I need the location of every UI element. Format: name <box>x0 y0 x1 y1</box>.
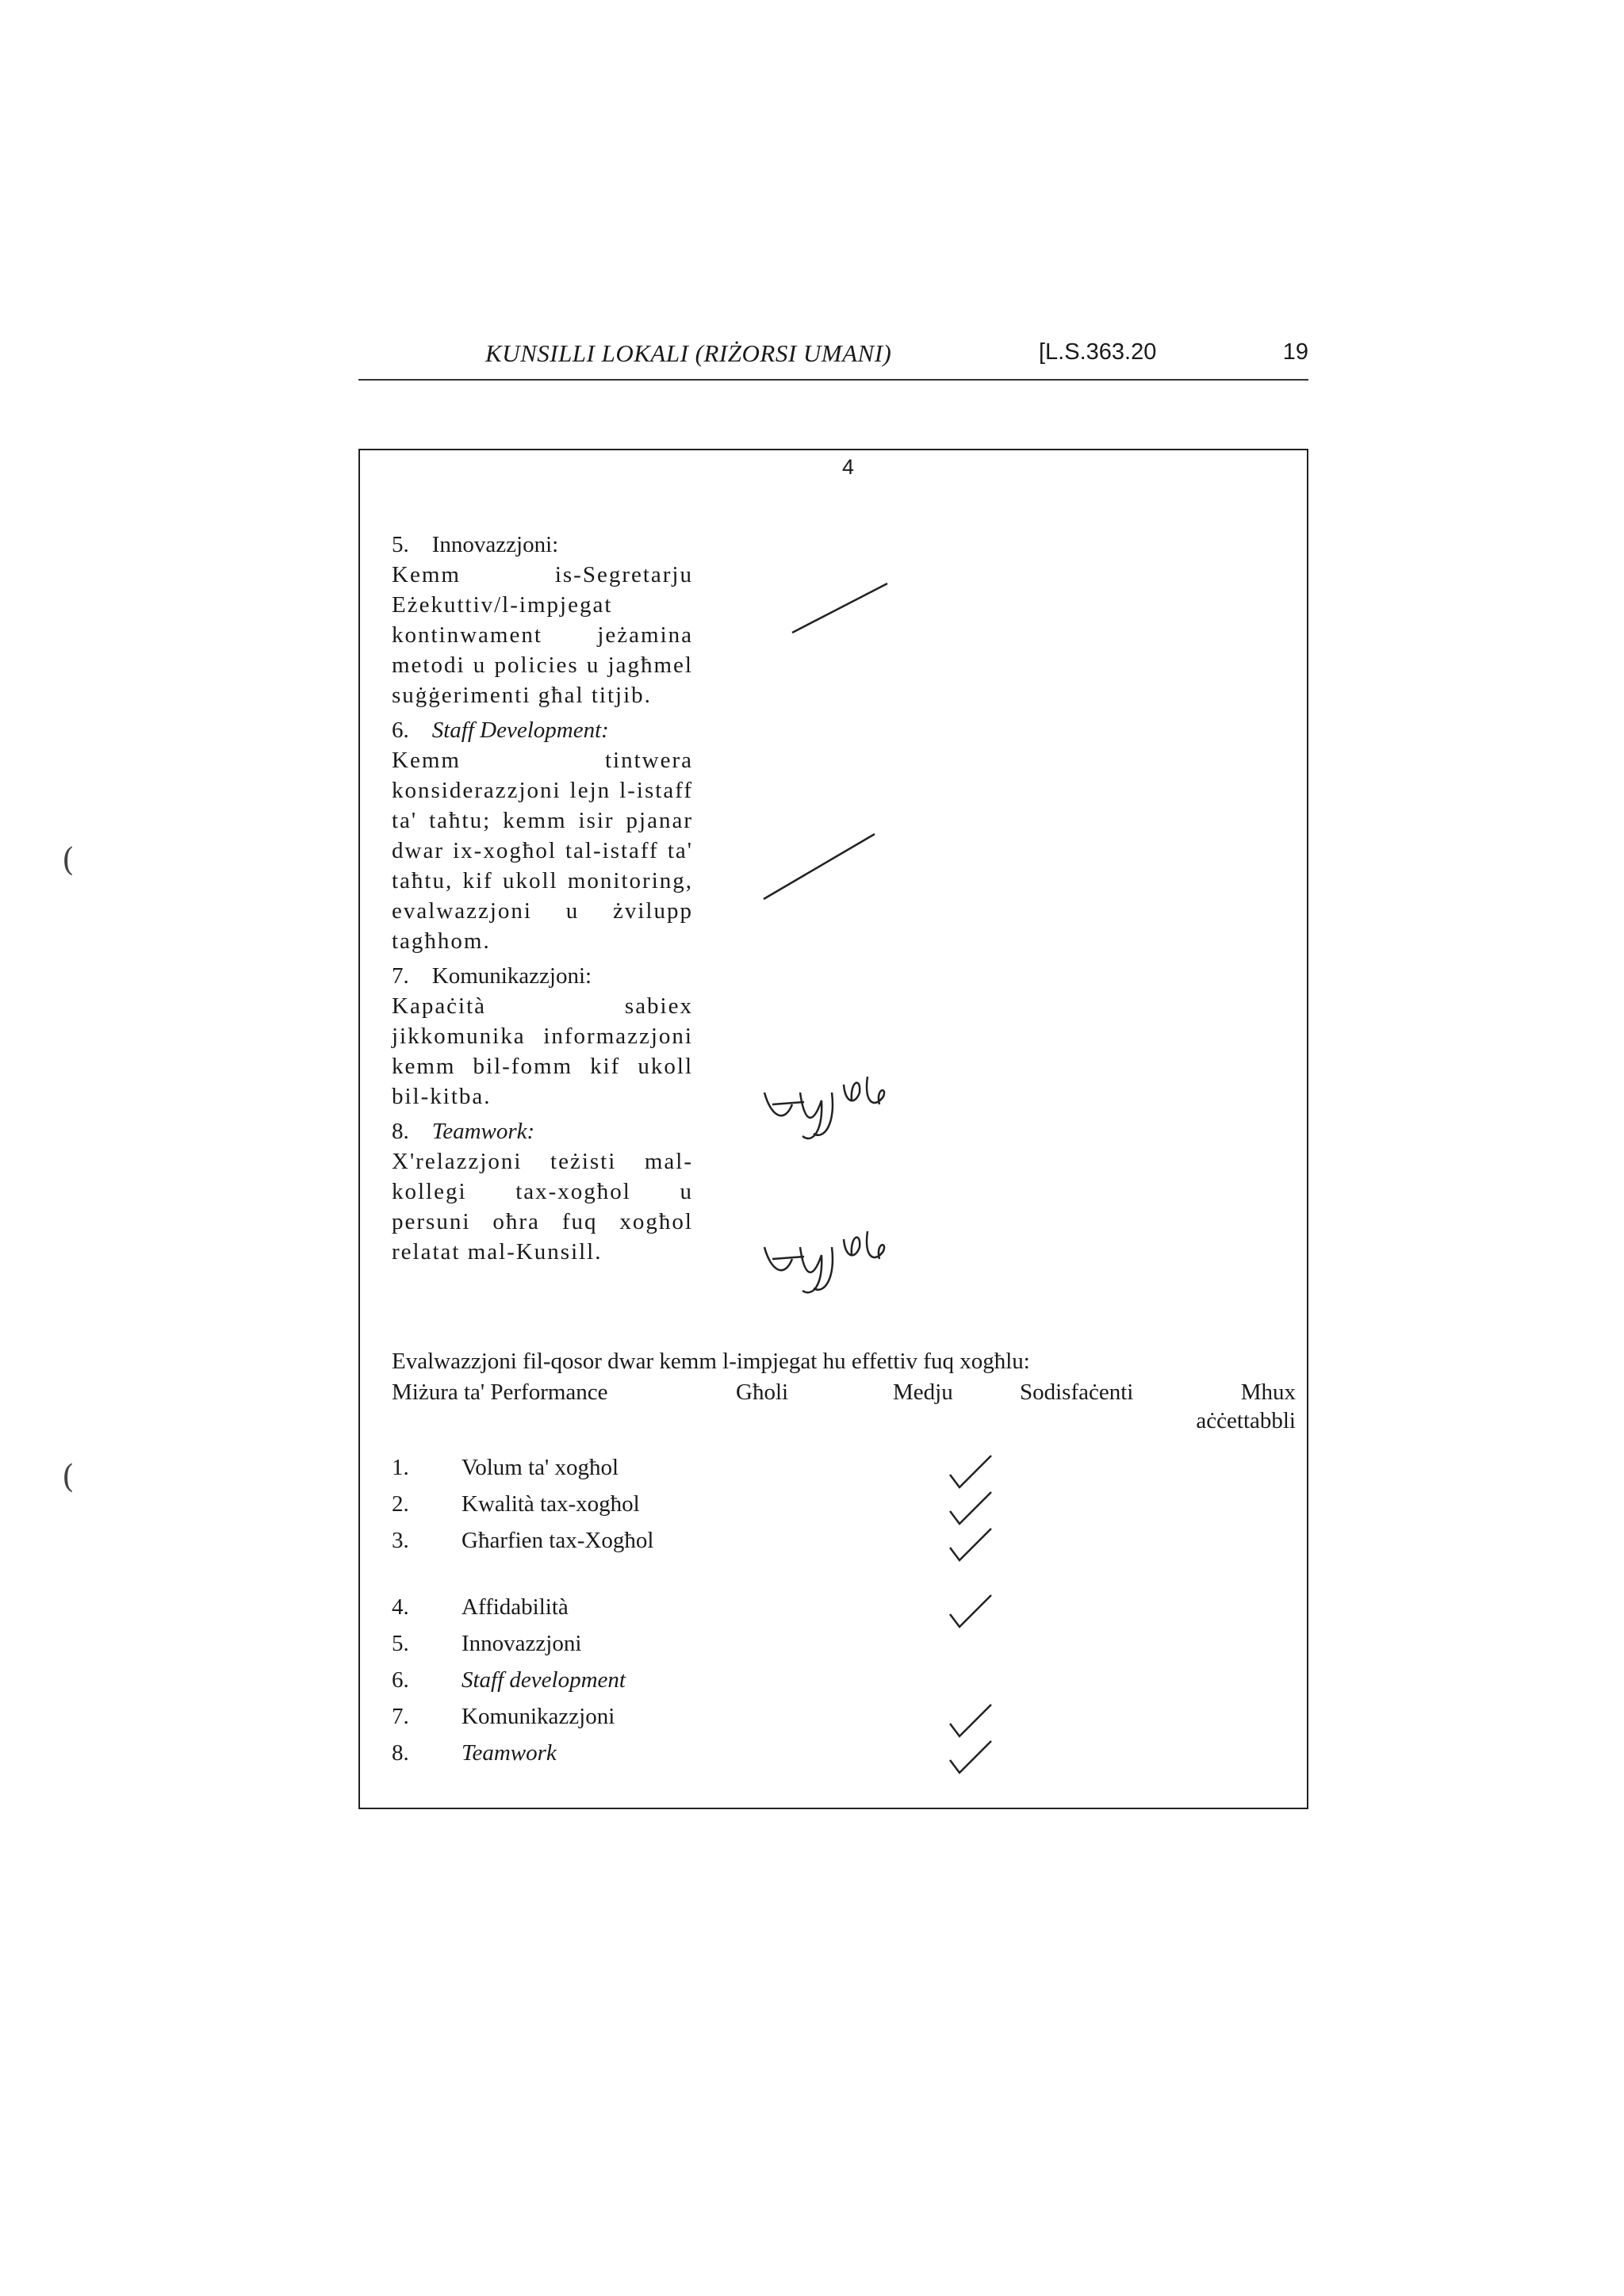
criterion-item <box>392 1116 693 1267</box>
rating-row <box>392 1452 1296 1489</box>
handwritten-check-mark <box>760 828 879 907</box>
rating-row-label: Komunikazzjoni <box>462 1704 615 1729</box>
handwritten-check-icon <box>947 1701 994 1741</box>
handwritten-check-icon <box>947 1525 994 1565</box>
column-satisfactory: Sodisfaċenti <box>1020 1380 1134 1405</box>
criterion-item <box>392 961 693 1112</box>
criteria-list <box>392 530 693 1272</box>
rating-row-number: 3. <box>392 1528 409 1553</box>
scan-paren-mark: ( <box>62 1459 75 1495</box>
running-header <box>358 331 1308 381</box>
handwritten-check-icon <box>947 1592 994 1632</box>
rating-row-number: 8. <box>392 1740 409 1766</box>
rating-row <box>392 1628 1296 1665</box>
rating-row-number: 1. <box>392 1455 409 1480</box>
rating-row-label: Staff development <box>462 1667 626 1693</box>
rating-row <box>392 1738 1296 1774</box>
column-measure-label: Miżura ta' Performance <box>392 1380 608 1405</box>
header-page-number: 19 <box>1282 339 1308 365</box>
rating-row <box>392 1665 1296 1701</box>
criterion-number: 5. <box>392 532 409 557</box>
box-number: 4 <box>842 455 855 479</box>
rating-row-label: Kwalità tax-xogħol <box>462 1491 640 1517</box>
criterion-number: 6. <box>392 718 409 743</box>
rating-rows <box>392 1452 1296 1774</box>
criterion-heading: Komunikazzjoni: <box>431 963 592 989</box>
rating-row-label: Volum ta' xogħol <box>462 1455 619 1480</box>
handwritten-check-icon <box>947 1738 994 1777</box>
rating-row <box>392 1592 1296 1628</box>
rating-row-label: Affidabilità <box>462 1594 569 1620</box>
rating-row <box>392 1525 1296 1592</box>
rating-row-number: 4. <box>392 1594 409 1620</box>
column-high: Għoli <box>736 1380 789 1405</box>
rating-row-number: 5. <box>392 1631 409 1656</box>
criterion-item <box>392 715 693 956</box>
criterion-text: Kemm tintwera konsiderazzjoni lejn l-istaff ta' taħtu; kemm isir pjanar dwar ix-xogħol tal-istaff ta' taħtu, kif ukoll monitoring, evalwazzjoni u żvilupp tagħhom. <box>392 748 693 954</box>
column-unacceptable: Mhux aċċettabbli <box>1196 1380 1296 1433</box>
rating-row <box>392 1489 1296 1525</box>
column-measure <box>392 1378 608 1406</box>
criterion-number: 8. <box>392 1119 409 1144</box>
scan-paren-mark: ( <box>62 842 75 878</box>
handwritten-signature-tajjeb <box>756 1211 907 1299</box>
column-medium: Medju <box>893 1380 953 1405</box>
criterion-text: Kemm is-Segretarju Eżekuttiv/l-impjegat kontinwament jeżamina metodi u policies u jagħmel suġġerimenti għal titjib. <box>392 562 693 708</box>
rating-table-header <box>392 1378 1296 1438</box>
header-title: KUNSILLI LOKALI (RIŻORSI UMANI) <box>485 339 892 367</box>
criterion-number: 7. <box>392 963 409 989</box>
rating-row <box>392 1701 1296 1738</box>
criterion-heading: Teamwork: <box>431 1119 535 1144</box>
rating-row-number: 2. <box>392 1491 409 1517</box>
handwritten-check-icon <box>947 1489 994 1529</box>
criterion-text: X'relazzjoni teżisti mal-kollegi tax-xogħol u persuni oħra fuq xogħol relatat mal-Kunsill. <box>392 1149 693 1265</box>
criterion-heading: Staff Development: <box>431 718 609 743</box>
criterion-item <box>392 530 693 710</box>
rating-row-label: Għarfien tax-Xogħol <box>462 1528 654 1553</box>
evaluation-summary <box>392 1346 1296 1774</box>
rating-row-label: Innovazzjoni <box>462 1631 582 1656</box>
handwritten-check-icon <box>947 1452 994 1492</box>
handwritten-check-mark <box>788 577 891 641</box>
rating-row-number: 6. <box>392 1667 409 1693</box>
criterion-heading: Innovazzjoni: <box>431 532 559 557</box>
evaluation-title: Evalwazzjoni fil-qosor dwar kemm l-impjegat hu effettiv fuq xogħlu: <box>392 1349 1030 1374</box>
criterion-text: Kapaċità sabiex jikkomunika informazzjoni kemm bil-fomm kif ukoll bil-kitba. <box>392 993 693 1109</box>
header-reference: [L.S.363.20 <box>1039 339 1157 365</box>
rating-row-number: 7. <box>392 1704 409 1729</box>
rating-row-label: Teamwork <box>462 1740 557 1766</box>
handwritten-signature-tajjeb <box>756 1061 907 1148</box>
evaluation-form-box <box>358 449 1308 1809</box>
